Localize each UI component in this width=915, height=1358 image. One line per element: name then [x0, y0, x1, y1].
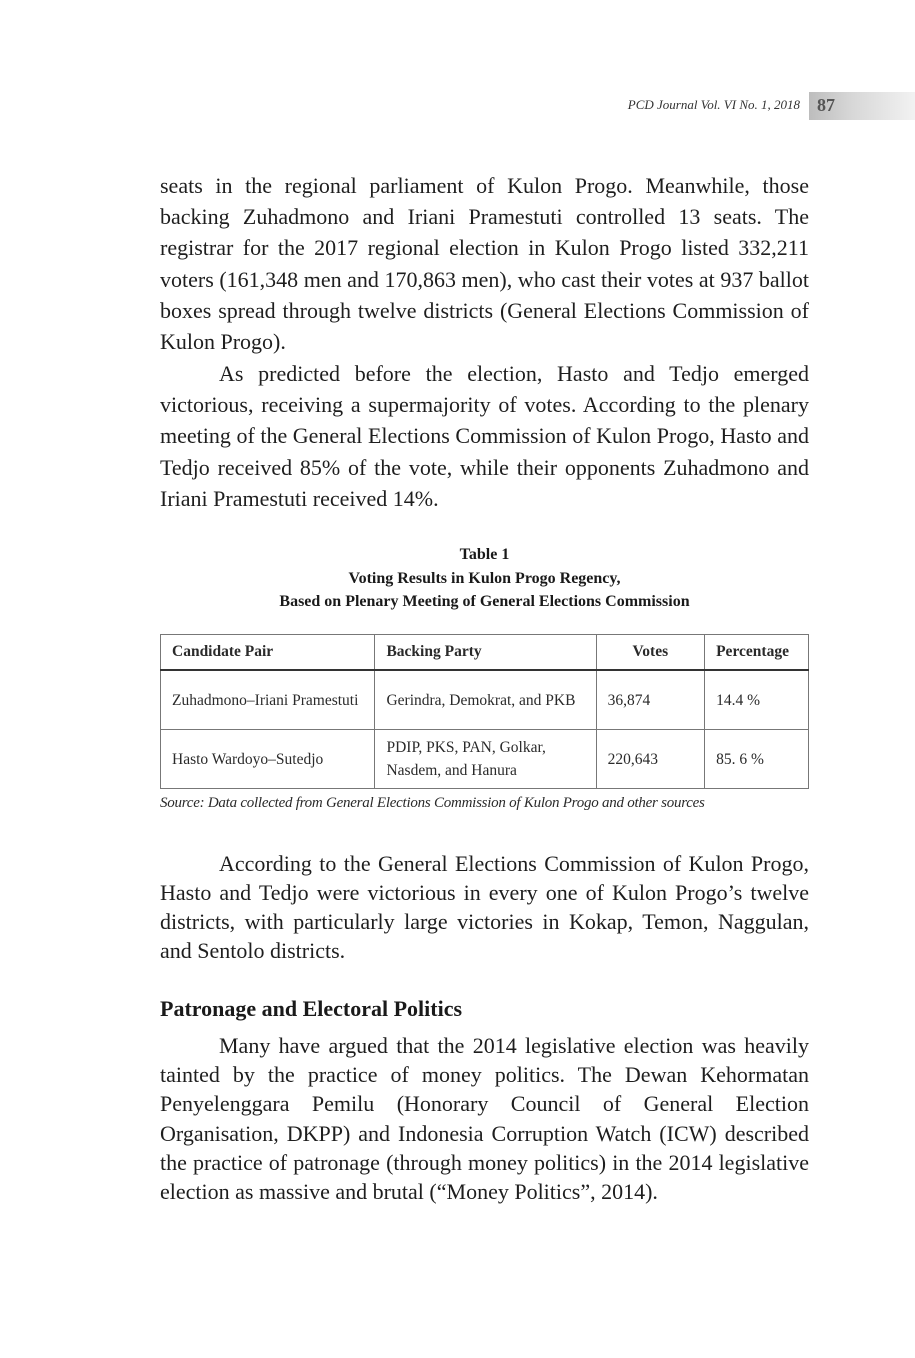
table-header-row: [161, 635, 809, 671]
table-row: [161, 730, 809, 789]
header-candidate-pair: Candidate Pair: [161, 635, 375, 671]
header-votes: Votes: [596, 635, 705, 671]
cell-candidate-pair: Hasto Wardoyo–Sutedjo: [161, 730, 375, 789]
cell-backing-party: Gerindra, Demokrat, and PKB: [375, 670, 596, 730]
cell-candidate-pair: Zuhadmono–Iriani Pramestuti: [161, 670, 375, 730]
cell-percentage: 85. 6 %: [705, 730, 809, 789]
table-row: [161, 670, 809, 730]
header-backing-party: Backing Party: [375, 635, 596, 671]
table-source-note: Source: Data collected from General Elections Commission of Kulon Progo and other sources: [160, 795, 705, 811]
journal-running-head: PCD Journal Vol. VI No. 1, 2018: [627, 97, 800, 112]
body-paragraph-2: As predicted before the election, Hasto and Tedjo emerged victorious, receiving a supermajority of votes. According to the plenary meeting of the General Elections Commission of Kulon Progo, Hasto and Tedjo received 85% of the vote, while their opponents Zuhadmono and Iriani Pramestuti received 14%.: [160, 361, 809, 511]
section-heading: Patronage and Electoral Politics: [160, 996, 463, 1021]
cell-backing-party: PDIP, PKS, PAN, Golkar, Nasdem, and Hanura: [375, 730, 596, 789]
table-title-line-2: Based on Plenary Meeting of General Elections Commission: [279, 593, 690, 610]
cell-votes: 220,643: [596, 730, 705, 789]
voting-results-table: [160, 634, 809, 789]
body-paragraph-1: seats in the regional parliament of Kulon Progo. Meanwhile, those backing Zuhadmono and Iriani Pramestuti controlled 13 seats. The registrar for the 2017 regional election in Kulon Progo listed 332,211 voters (161,348 men and 170,863 men), who cast their votes at 937 ballot boxes spread through twelve districts (General Elections Commission of Kulon Progo).: [160, 173, 809, 355]
cell-votes: 36,874: [596, 670, 705, 730]
body-paragraph-4: Many have argued that the 2014 legislative election was heavily tainted by the practice of money politics. The Dewan Kehormatan Penyelenggara Pemilu (Honorary Council of General Election Organisation, DKPP) and Indonesia Corruption Watch (ICW) described the practice of patronage (through money politics) in the 2014 legislative election as massive and brutal (“Money Politics”, 2014).: [160, 1033, 809, 1205]
cell-percentage: 14.4 %: [705, 670, 809, 730]
body-paragraph-3: According to the General Elections Commission of Kulon Progo, Hasto and Tedjo were victorious in every one of Kulon Progo’s twelve districts, with particularly large victories in Kokap, Temon, Naggulan, and Sentolo districts.: [160, 851, 809, 963]
table-title-line-1: Voting Results in Kulon Progo Regency,: [348, 569, 621, 587]
table-label: Table 1: [459, 546, 510, 563]
page-number: 87: [817, 95, 835, 115]
header-percentage: Percentage: [705, 635, 809, 671]
table-caption: [160, 543, 809, 614]
